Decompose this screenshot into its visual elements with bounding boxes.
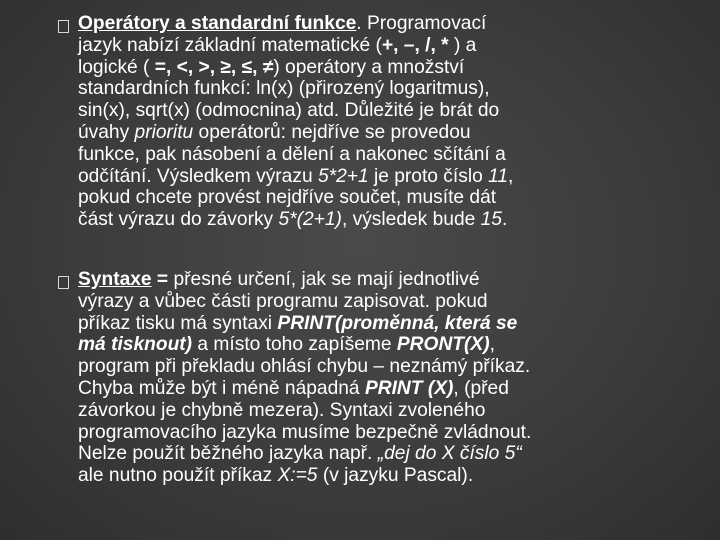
- text-run: +, –, /, *: [381, 34, 454, 56]
- text-line: [78, 144, 638, 166]
- text-run: ,: [508, 165, 514, 187]
- text-run: 5*2+1: [317, 165, 369, 187]
- text-run: část výrazu do závorky: [78, 209, 279, 231]
- text-line: [78, 13, 638, 35]
- text-line: [78, 122, 638, 144]
- text-run: 5*(2+1): [278, 209, 342, 231]
- text-run: ) operátory a množství: [273, 56, 465, 78]
- text-run: výrazy a vůbec části programu zapisovat. pokud: [78, 290, 488, 312]
- text-line: [78, 35, 638, 57]
- text-run: program při překladu ohlásí chybu – neznámý příkaz.: [78, 356, 531, 378]
- text-run: ) a: [453, 34, 477, 56]
- text-run: závorkou je chybně mezera). Syntaxi zvoleného: [78, 399, 486, 421]
- text-run: 15: [480, 209, 502, 231]
- text-run: programovacího jazyka musíme bezpečně zvládnout.: [78, 421, 532, 443]
- text-run: standardních funkcí: ln(x) (přirozený logaritmus),: [78, 78, 490, 100]
- text-run: 11: [488, 165, 509, 187]
- text-run: =: [151, 269, 174, 290]
- paragraph-syntax: [78, 269, 638, 487]
- text-run: sin(x), sqrt(x) (odmocnina) atd. Důležité je brát do: [78, 100, 500, 122]
- text-run: funkce, pak násobení a dělení a nakonec sčítání a: [78, 143, 506, 165]
- square-bullet-icon: [58, 276, 69, 289]
- text-run: PRINT (X): [364, 377, 454, 399]
- text-line: [78, 209, 638, 231]
- text-run: PRINT(proměnná, která se: [277, 312, 518, 334]
- text-run: . Programovací: [356, 13, 487, 34]
- text-line: [78, 57, 638, 79]
- text-run: Operátory a standardní funkce: [78, 13, 357, 34]
- text-run: Nelze použít běžného jazyka např.: [78, 443, 378, 465]
- text-run: (v jazyku Pascal).: [317, 465, 474, 487]
- text-run: =, <, >, ≥, ≤, ≠: [154, 56, 274, 78]
- text-line: [78, 269, 638, 291]
- text-run: úvahy: [78, 121, 135, 143]
- text-line: [78, 313, 638, 335]
- text-line: [78, 78, 638, 100]
- text-run: přesné určení, jak se mají jednotlivé: [173, 269, 480, 290]
- text-run: ale nutno použít příkaz: [78, 465, 278, 487]
- text-run: má tisknout): [78, 334, 193, 356]
- square-bullet-icon: [58, 20, 69, 33]
- text-run: a místo toho zapíšeme: [192, 334, 397, 356]
- text-run: Syntaxe: [78, 269, 152, 290]
- text-run: PRONT(X): [396, 334, 490, 356]
- text-line: [78, 100, 638, 122]
- text-line: [78, 422, 638, 444]
- text-run: jazyk nabízí základní matematické (: [78, 34, 382, 56]
- text-run: je proto číslo: [368, 165, 489, 187]
- text-run: odčítání. Výsledkem výrazu: [78, 165, 318, 187]
- text-run: operátorů: nejdříve se provedou: [193, 121, 471, 143]
- text-run: logické (: [78, 56, 155, 78]
- text-run: , výsledek bude: [341, 209, 481, 231]
- text-line: [78, 465, 638, 487]
- text-run: , (před: [453, 377, 509, 399]
- text-line: [78, 334, 638, 356]
- paragraph-operators: [78, 13, 638, 231]
- text-line: [78, 291, 638, 313]
- text-run: pokud chcete provést nejdříve součet, musíte dát: [78, 187, 497, 209]
- text-run: „dej do X číslo 5“: [377, 443, 522, 465]
- text-run: příkaz tisku má syntaxi: [78, 312, 278, 334]
- text-run: Chyba může být i méně nápadná: [78, 377, 365, 399]
- text-run: ,: [489, 334, 495, 356]
- text-run: X:=5: [277, 465, 318, 487]
- text-line: [78, 356, 638, 378]
- text-line: [78, 443, 638, 465]
- text-run: prioritu: [134, 121, 194, 143]
- text-line: [78, 378, 638, 400]
- text-line: [78, 187, 638, 209]
- text-run: .: [501, 209, 508, 231]
- text-line: [78, 166, 638, 188]
- text-line: [78, 400, 638, 422]
